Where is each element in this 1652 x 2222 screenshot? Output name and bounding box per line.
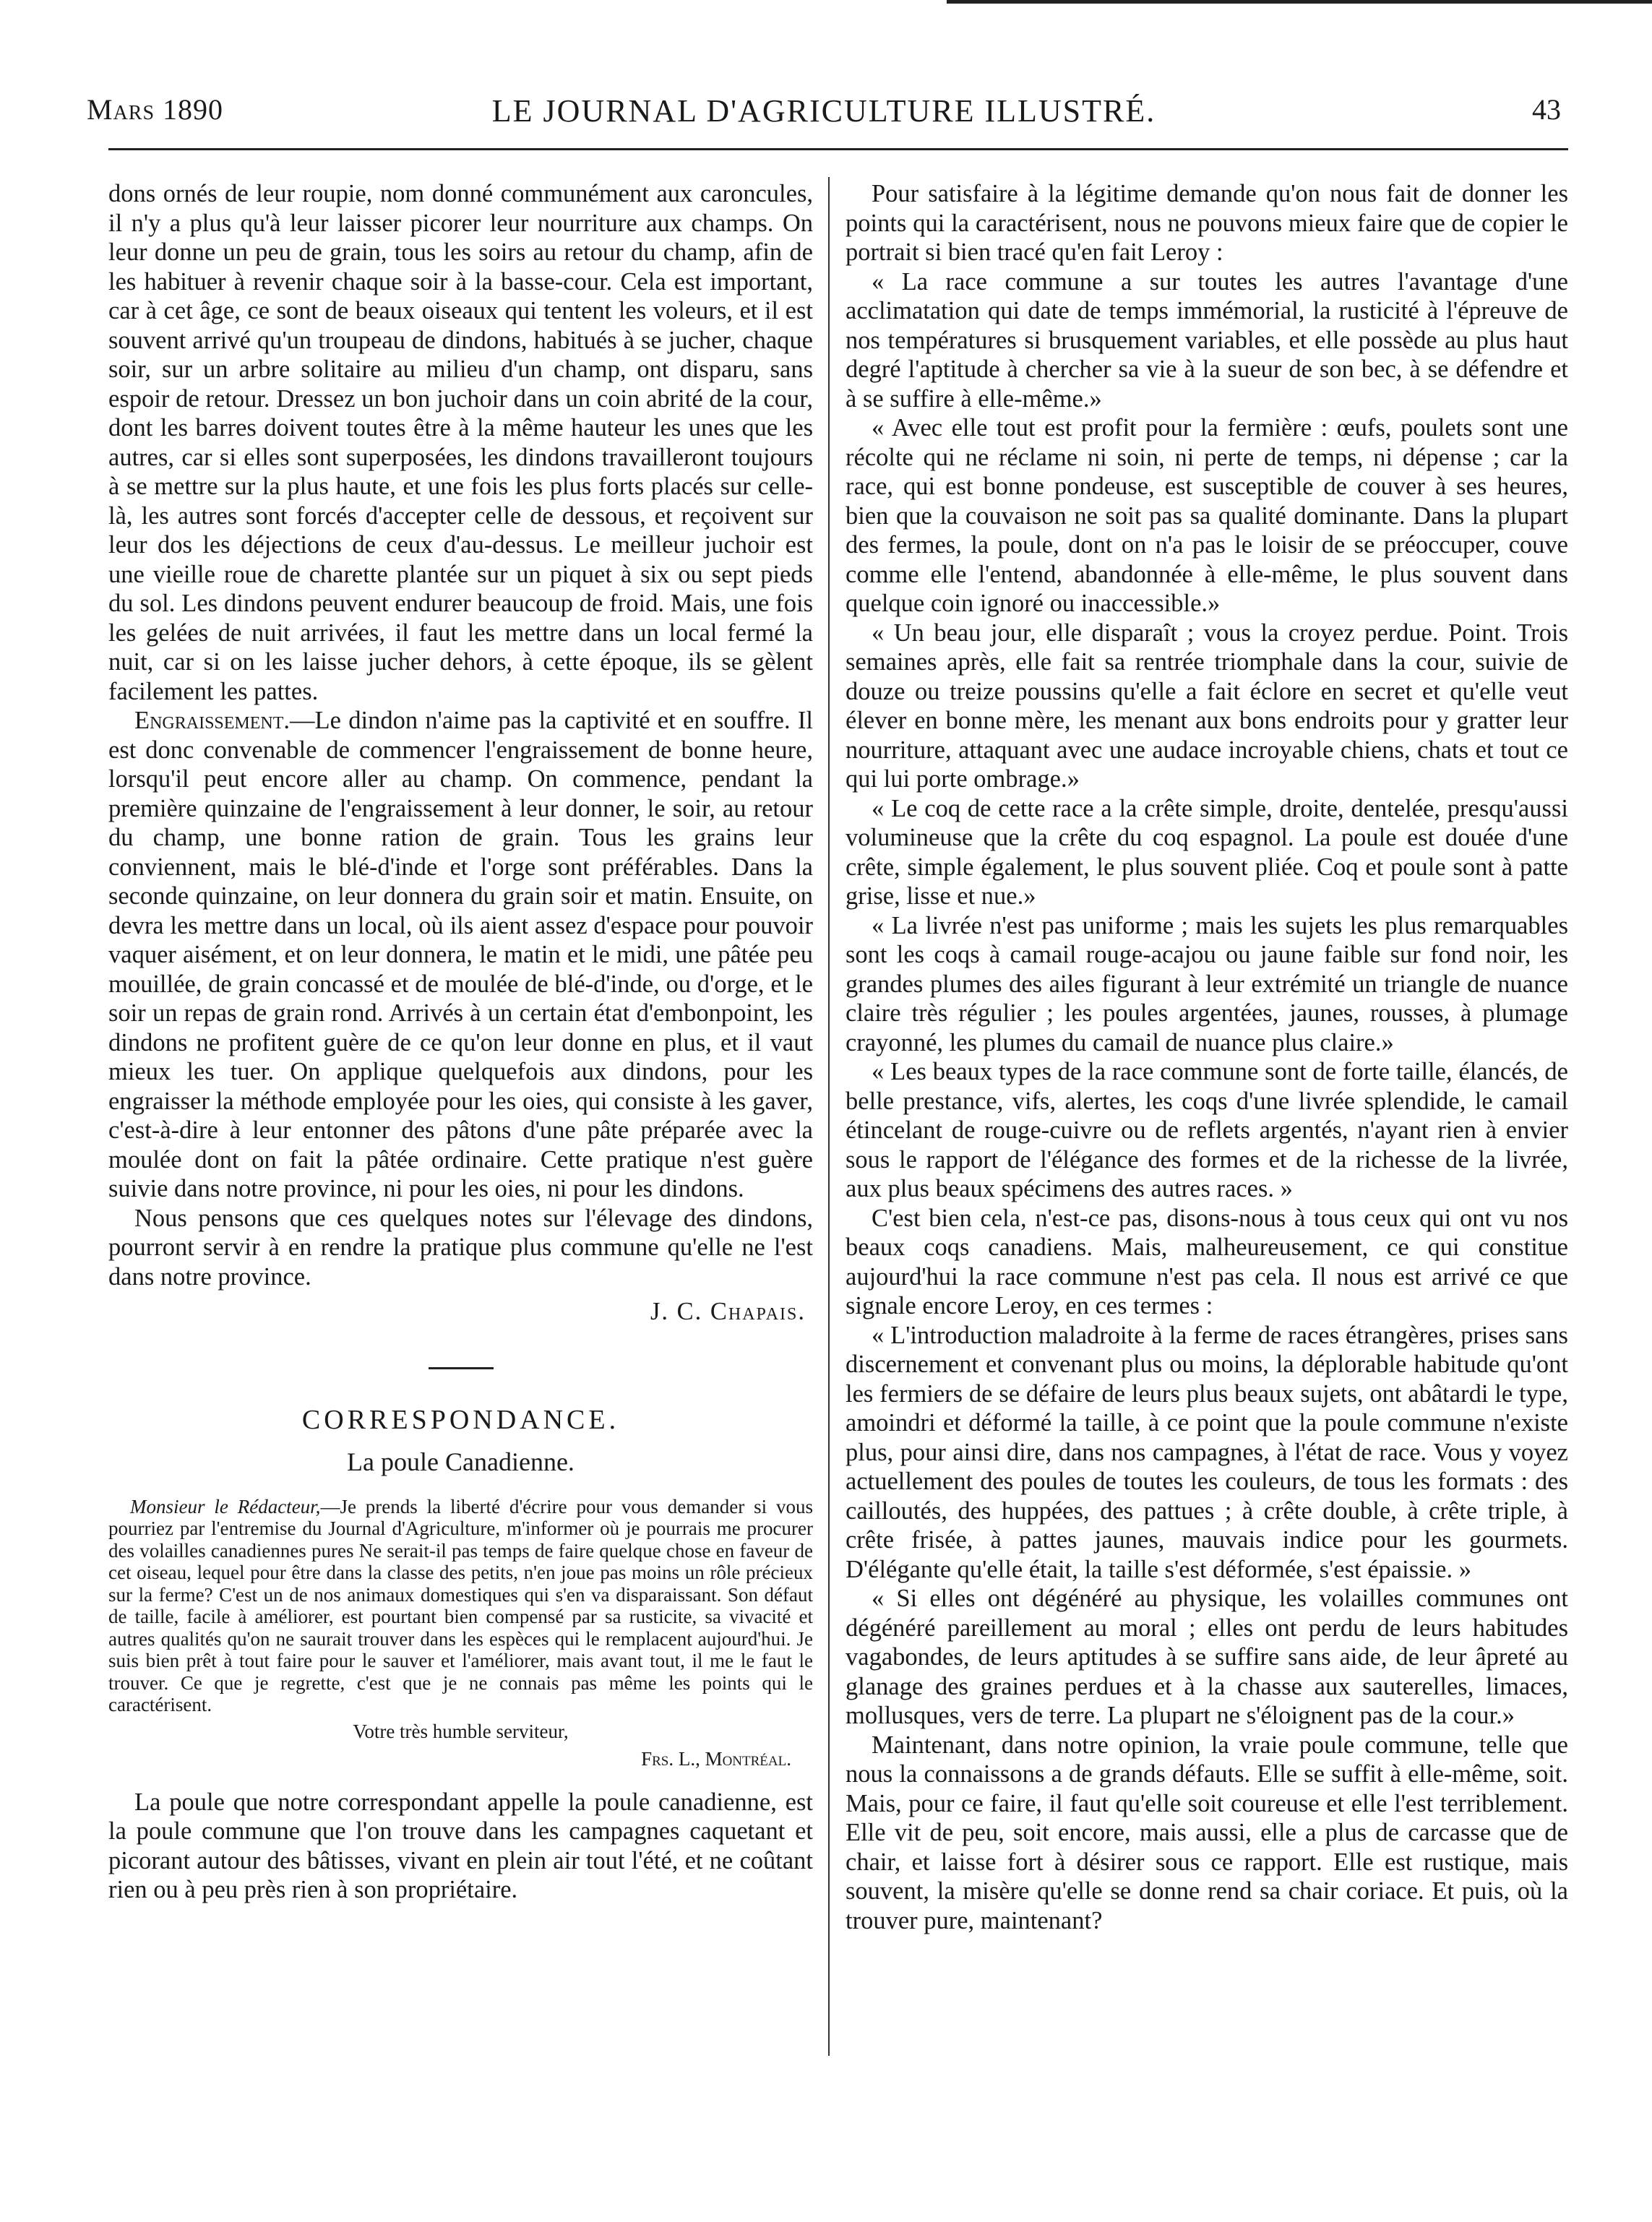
letter-text: —Je prends la liberté d'écrire pour vous demander si vous pourriez par l'entremise du Journal d'Agriculture, m'informer où je pourrais me procurer des volailles canadiennes pures Ne serait-il pas temps de faire quelque chose en faveur de cet oiseau, lequel pour être dans la classe des petits, n'en joue pas moins un rôle précieux sur la ferme? C'est un de nos animaux domestiques qui s'en va disparaissant. Son défaut de taille, facile à améliorer, est pourtant bien compensé par sa rusticite, sa vivacité et autres qualités qu'on ne saurait trouver dans les espèces qui le remplacent aujourd'hui. Je suis bien prêt à tout faire pour le sauver et l'améliorer, mais avant tout, il me le faut le trouver. Ce que je regrette, c'est que je ne connais pas même les points qui le caractérisent. [108,1495,813,1715]
paragraph: Pour satisfaire à la légitime demande qu'on nous fait de donner les points qui la caractérisent, nous ne pouvons mieux faire que de copier le portrait si bien tracé qu'en fait Leroy : [846,180,1568,266]
quote-paragraph: « Le coq de cette race a la crête simple, droite, dentelée, presqu'aussi volumineuse que la crête du coq espagnol. La poule est douée d'une crête, simple également, le plus souvent pliée. Coq et poule sont à patte grise, lisse et nue.» [846,794,1568,910]
engraissement-heading: Engraissement. [134,707,291,734]
letter-body [108,1496,813,1716]
letter-closing: Votre très humble serviteur, [353,1720,569,1742]
section-separator [429,1367,494,1369]
author-signature: J. C. Chapais. [650,1298,806,1325]
header-rule [108,148,1568,150]
quote-paragraph: « L'introduction maladroite à la ferme de races étrangères, prises sans discernement et convenant plus ou moins, la déplorable habitude qu'ont les fermiers de se défaire de leurs plus beaux sujets, ont abâtardi le type, amoindri et déformé la taille, à ce point que la poule commune n'existe plus, pour ainsi dire, dans nos campagnes, à l'état de race. Vous y voyez actuellement des poules de toutes les couleurs, de tous les formats : des cailloutés, des huppées, des pattues ; à crête double, à crête triple, à crête frisée, à pattes jaunes, mauvais indice pour les gourmets. D'élégante qu'elle était, la taille s'est déformée, s'est épaissie. » [846,1321,1568,1583]
header-journal-title: LE JOURNAL D'AGRICULTURE ILLUSTRÉ. [491,93,1156,129]
page-header [87,92,1561,136]
paragraph: Maintenant, dans notre opinion, la vraie poule commune, telle que nous la connaissons a de grands défauts. Elle se suffit à elle-même, soit. Mais, pour ce faire, il faut qu'elle soit coureuse et elle l'est terriblement. Elle vit de peu, soit encore, mais aussi, elle a plus de carcasse que de chair, et laisse fort à désirer sous ce rapport. Elle est rustique, mais souvent, la misère qu'elle se donne rend sa chair coriace. Et puis, où la trouver pure, maintenant? [846,1731,1568,1934]
reader-letter [108,1496,813,1770]
right-column [846,179,1568,1935]
header-page-number: 43 [1532,93,1561,126]
top-border-line [947,0,1652,4]
quote-paragraph: « Un beau jour, elle disparaît ; vous la croyez perdue. Point. Trois semaines après, elle fait sa rentrée triomphale dans la cour, suivie de douze ou treize poussins qu'elle a fait éclore en secret et qu'elle veut élever en bonne mère, les menant aux bons endroits pour y gratter leur nourriture, attaquant avec une audace incroyable chiens, chats et tout ce qui lui porte ombrage.» [846,619,1568,793]
paragraph: La poule que notre correspondant appelle la poule canadienne, est la poule commune que l'on trouve dans les campagnes caquetant et picorant autour des bâtisses, vivant en plein air tout l'été, et ne coûtant rien ou à peu près rien à son propriétaire. [108,1788,813,1903]
quote-paragraph: « La race commune a sur toutes les autres l'avantage d'une acclimatation qui date de temps immémorial, la rusticité à l'épreuve de nos températures si brusquement variables, et elle possède au plus haut degré l'aptitude à chercher sa vie à la sueur de son bec, à se défendre et à se suffire à elle-même.» [846,267,1568,413]
engraissement-text: —Le dindon n'aime pas la captivité et en souffre. Il est donc convenable de commencer l'engraissement de bonne heure, lorsqu'il peut encore aller au champ. On commence, pendant la première quinzaine de l'engraissement à leur donner, le soir, au retour du champ, une bonne ration de grain. Tous les grains leur conviennent, mais le blé-d'inde et l'orge sont préférables. Dans la seconde quinzaine, on leur donnera du grain soir et matin. Ensuite, on devra les mettre dans un local, où ils aient assez d'espace pour pouvoir vaquer aisément, et on leur donnera, le matin et le midi, une pâtée peu mouillée, de grain concassé et de moulée de blé-d'inde, ou d'orge, et le soir un repas de grain rond. Arrivés à un certain état d'embonpoint, les dindons ne profitent guère de ce qu'on leur donne en plus, et il vaut mieux les tuer. On applique quelquefois aux dindons, pour les engraisser la méthode employée pour les oies, qui consiste à les gaver, c'est-à-dire à leur entonner des pâtons d'une pâte préparée avec la moulée dont on fait la pâtée ordinaire. Cette pratique n'est guère suivie dans notre province, ni pour les oies, ni pour les dindons. [108,707,813,1202]
paragraph: dons ornés de leur roupie, nom donné communément aux caroncules, il n'y a plus qu'à leur laisser picorer leur nourriture aux champs. On leur donne un peu de grain, tous les soirs au retour du champ, afin de les habituer à revenir chaque soir à la basse-cour. Cela est important, car à cet âge, ce sont de beaux oiseaux qui tentent les voleurs, et il est souvent arrivé qu'un troupeau de dindons, habitués à se jucher, chaque soir, sur un arbre solitaire au milieu d'un champ, ont disparu, sans espoir de retour. Dressez un bon juchoir dans un coin abrité de la cour, dont les barres doivent toutes être à la même hauteur les unes que les autres, car si elles sont superposées, les dindons travailleront toujours à se mettre sur la plus haute, et une fois les plus forts placés sur celle-là, les autres sont forcés d'accepter celle de dessous, et reçoivent sur leur dos les déjections de ceux d'au-dessus. Le meilleur juchoir est une vieille roue de charette plantée sur un piquet à six ou sept pieds du sol. Les dindons peuvent endurer beaucoup de froid. Mais, une fois les gelées de nuit arrivées, il faut les mettre dans un local fermé la nuit, car si on les laisse jucher dehors, à cette époque, ils se gèlent facilement les pattes. [108,180,813,705]
quote-paragraph: « La livrée n'est pas uniforme ; mais les sujets les plus remarquables sont les coqs à camail rouge-acajou ou jaune faible sur fond noir, les grandes plumes des ailes figurant à leur extrémité un triangle de nuance claire très régulier ; les poules argentées, jaunes, rousses, à plumage crayonné, les plumes du camail de nuance plus claire.» [846,911,1568,1056]
quote-paragraph: « Avec elle tout est profit pour la fermière : œufs, poulets sont une récolte qui ne réclame ni soin, ni perte de temps, ni dépense ; car la race, qui est bonne pondeuse, est susceptible de couver à ses heures, bien que la couvaison ne soit pas sa qualité dominante. Dans la plupart des fermes, la poule, dont on n'a pas le loisir de se préoccuper, couve comme elle l'entend, abandonnée à elle-même, le plus souvent dans quelque coin ignoré ou inaccessible.» [846,414,1568,617]
engraissement-paragraph [108,706,813,1204]
letter-salutation: Monsieur le Rédacteur, [130,1495,321,1517]
quote-paragraph: « Les beaux types de la race commune sont de forte taille, élancés, de belle prestance, vifs, alertes, les coqs d'une livrée splendide, le camail étincelant de rouge-cuivre ou de reflets argentés, n'ayant rien à envier sous le rapport de l'élégance des formes et de la richesse de la livrée, aux plus beaux spécimens des autres races. » [846,1058,1568,1202]
column-divider [828,177,830,2056]
header-date: Mars 1890 [87,93,224,126]
section-subtitle: La poule Canadienne. [347,1447,575,1476]
letter-signer: Frs. L., Montréal. [641,1748,791,1770]
quote-paragraph: « Si elles ont dégénéré au physique, les volailles communes ont dégénéré pareillement au moral ; elles ont perdu de leurs habitudes vagabondes, de leurs aptitudes à se suffire sans aide, de leur âpreté au glanage des graines perdues et à la chasse aux sauterelles, limaces, mollusques, vers de terre. La plupart ne s'éloignent pas de la cour.» [846,1585,1568,1729]
left-column [108,179,813,1905]
paragraph: C'est bien cela, n'est-ce pas, disons-nous à tous ceux qui ont vu nos beaux coqs canadiens. Mais, malheureusement, ce qui constitue aujourd'hui la race commune n'est pas cela. Il nous est arrivé ce que signale encore Leroy, en ces termes : [846,1204,1568,1319]
paragraph: Nous pensons que ces quelques notes sur l'élevage des dindons, pourront servir à en rendre la pratique plus commune qu'elle ne l'est dans notre province. [108,1204,813,1291]
section-title: CORRESPONDANCE. [301,1404,620,1435]
